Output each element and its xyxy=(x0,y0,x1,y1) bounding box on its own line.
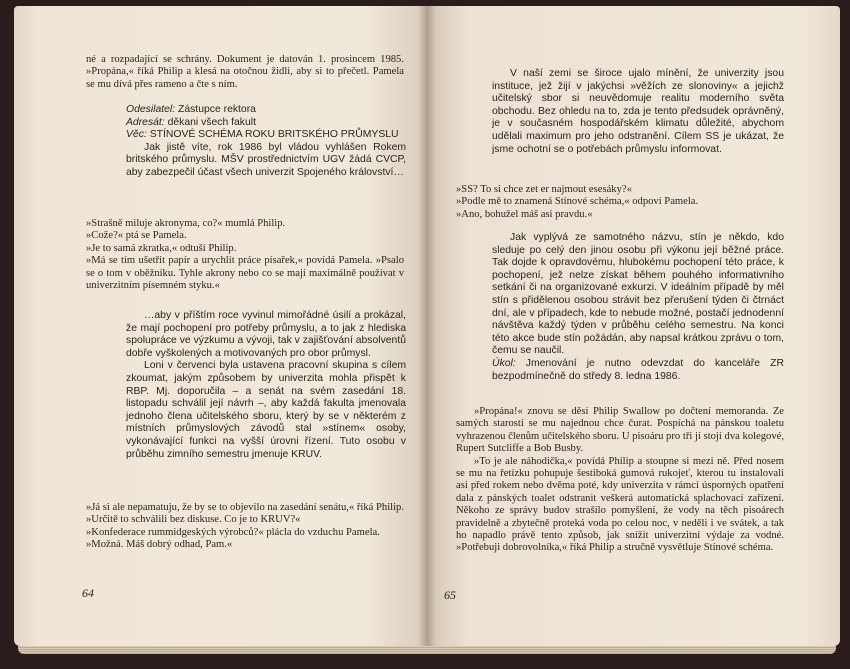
open-book xyxy=(14,6,840,656)
dialogue-line: »Má se tím ušetřit papír a urychlit práce písařek,« povídá Pamela. »Psalo se o tom v oběžníku. Tyhle akrony nebo co se mají maximálně používat v univerzitním písemném styku.« xyxy=(86,255,404,292)
memo-subject: Věc: STÍNOVÉ SCHÉMA ROKU BRITSKÉHO PRŮMYSLU xyxy=(126,129,399,141)
dialogue-line: »Ano, bohužel máš asi pravdu.« xyxy=(456,208,593,220)
dialogue-line: »Možná. Máš dobrý odhad, Pam.« xyxy=(86,539,233,551)
book-gutter xyxy=(418,6,436,646)
dialogue-line: »Podle mě to znamená Stínové schéma,« odpoví Pamela. xyxy=(456,196,699,208)
dialogue-line: »Strašně miluje akronyma, co?« mumlá Philip. xyxy=(86,218,286,229)
memo-top: V naší zemi se široce ujalo mínění, že univerzity jsou instituce, jež žijí v jakýchsi »věžích ze slonoviny« a jejichž učitelský sbor si neuvědomuje realitu moderního světa obchodu. Bez ohledu na to, zda je tento předsudek oprávněný, je v současném hospodářském klimatu důležité, abychom udělali maximum pro jeho odstranění. Cílem SS je ukázat, že jsme ochotní se o potřebách průmyslu informovat. xyxy=(492,68,784,155)
dialogue-line: »SS? To si chce zet er najmout esesáky?« xyxy=(456,184,632,195)
opening-paragraph: né a rozpadající se schrány. Dokument je datován 1. prosincem 1985. »Propána,« říká Philip a klesá na otočnou židli, aby si to přečetl. Pamela se mu dívá přes rameno a čte s ním. xyxy=(86,54,404,90)
page-number-left: 64 xyxy=(82,586,94,600)
dialogue-line: »Konfederace rummidgeských výrobců?« plácla do vzduchu Pamela. xyxy=(86,526,380,538)
dialogue-line: »Cože?« ptá se Pamela. xyxy=(86,230,187,242)
narrative-paragraph: »To je ale náhodička,« povídá Philip a stoupne si mezi ně. Před nosem se mu na řetízku pohupuje šestiboká gumová rukojeť, kterou tu instalovali asi před rokem nebo dvěma poté, kdy univerzita v rámci úsporných opatření dala z pánských toalet odstranit veškerá automatická splachovací zařízení. Někoho ze správy budov strašilo pomyšlení, že vody na těch pisoárech pravidelně a zbytečně proteká voda po celou noc, v neděli i ve svátek, a tak ho napadlo právě tento způsob, jak snížit univerzitní výdaje za vodné. »Potřebuji dobrovolníka,« říká Philip a stručně vysvětluje Stínové schéma. xyxy=(456,455,784,554)
dialogue-line: »Já si ale nepamatuju, že by se to objevilo na zasedání senátu,« říká Philip. »Určitě to schválili bez diskuse. Co je to KRUV?« xyxy=(86,502,404,526)
narrative-paragraph: »Propána!« znovu se děsí Philip Swallow po dočtení memoranda. Ze samých starostí se mu najednou chce čurat. Pospíchá na pánskou toaletu vyhrazenou členům učitelského sboru. U pisoáru pro tři jí stojí dva kolegové, Rupert Sutcliffe a Bob Busby. xyxy=(456,406,784,455)
left-page xyxy=(14,6,426,646)
right-page xyxy=(426,6,840,646)
memo-recipient: Adresát: děkani všech fakult xyxy=(126,116,256,128)
page-number-right: 65 xyxy=(444,588,456,602)
memo-continuation: …aby v příštím roce vyvinul mimořádné úsilí a prokázal, že mají pochopení pro potřeby průmyslu, a to jak z hlediska spolupráce ve výzkumu a vývoji, tak v zajišťování absolventů dobře vyškolených a motivovaných pro obor průmysl. xyxy=(126,310,406,359)
memo-body: Jak jistě víte, rok 1986 byl vládou vyhlášen Rokem britského průmyslu. MŠV prostřednictvím UGV žádá CVCP, aby zabezpečil účast všech univerzit Spojeného království… xyxy=(126,141,406,178)
memo-continuation: Loni v červenci byla ustavena pracovní skupina s cílem zkoumat, jakým způsobem by univerzita mohla přispět k RBP. Mj. doporučila – a senát na svém zasedání 18. listopadu schválil její návrh –, aby každá fakulta jmenovala jednoho člena učitelského sboru, který by se v některém z místních průmyslových závodů stal »stínem« osoby, vykonávající funkci na vyšší úrovni řízení. Tuto osobu v průběhu zimního semestru jmenuje KRUV. xyxy=(126,360,406,460)
memo-middle: Jak vyplývá ze samotného názvu, stín je někdo, kdo sleduje po celý den jinou osobu při výkonu její běžné práce. Tak dojde k opravdovému, hlubokému pochopení této práce, k pochopení, jež nelze získat během pouhého informativního setkání či na organizované exkurzi. V ideálním případě by měl stín s přidělenou osobou strávit bez přerušení týden či čtrnáct dní, ale v případech, kde to nebude možné, postačí jednodenní návštěva každý týden v průběhu celého semestru. Na konci této akce bude stín požádán, aby napsal krátkou zprávu o tom, čemu se naučil. xyxy=(492,232,784,357)
memo-sender: Odesilatel: Zástupce rektora xyxy=(126,104,256,115)
page-edges xyxy=(18,646,836,654)
dialogue-line: »Je to samá zkratka,« odtuší Philip. xyxy=(86,242,237,254)
memo-task: Úkol: Jmenování je nutno odevzdat do kanceláře ZR bezpodmínečně do středy 8. ledna 1986. xyxy=(492,357,784,382)
